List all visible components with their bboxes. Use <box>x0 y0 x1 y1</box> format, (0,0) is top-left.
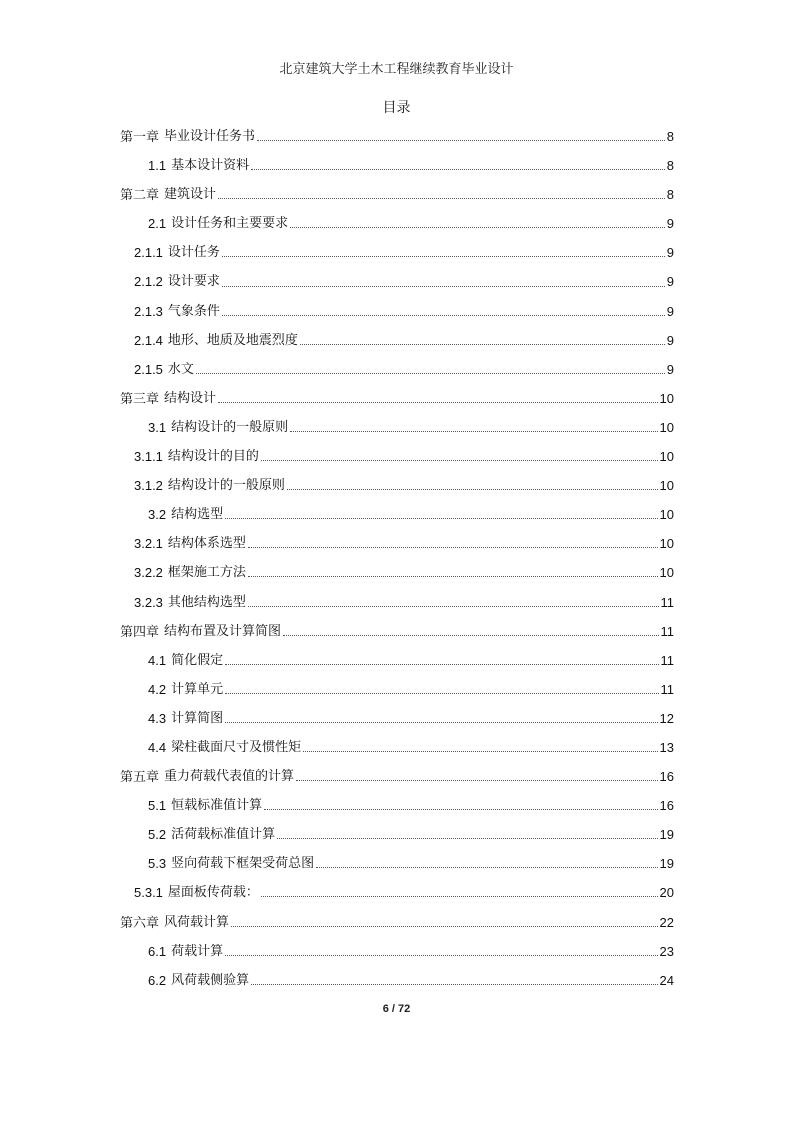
toc-entry-label: 计算简图 <box>171 710 224 726</box>
toc-entry-label: 结构设计 <box>164 390 217 406</box>
toc-dot-leader <box>218 198 665 199</box>
toc-entry-number: 第五章 <box>120 769 160 785</box>
toc-entry[interactable] <box>120 733 674 762</box>
toc-entry-page: 9 <box>666 303 674 319</box>
toc-entry-number: 6.2 <box>148 972 167 988</box>
toc-entry-label: 结构选型 <box>171 507 224 523</box>
toc-entry-label: 计算单元 <box>171 681 224 697</box>
toc-entry-number: 3.1.2 <box>134 478 163 494</box>
toc-entry-number: 3.2 <box>148 507 167 523</box>
toc-entry-page: 9 <box>666 332 674 348</box>
toc-entry-page: 16 <box>659 769 674 785</box>
toc-entry-page: 9 <box>666 245 674 261</box>
toc-dot-leader <box>296 780 658 781</box>
toc-entry-number: 第三章 <box>120 390 160 406</box>
toc-dot-leader <box>303 751 657 752</box>
toc-entry-label: 设计任务和主要要求 <box>171 216 289 232</box>
toc-entry-label: 设计任务 <box>167 245 220 261</box>
toc-entry[interactable] <box>120 878 674 907</box>
toc-entry[interactable] <box>120 500 674 529</box>
toc-entry-number: 4.2 <box>148 681 167 697</box>
toc-entry-label: 结构设计的一般原则 <box>167 478 285 494</box>
toc-entry-label: 建筑设计 <box>164 187 217 203</box>
toc-entry-number: 第四章 <box>120 623 160 639</box>
toc-entry-number: 3.2.2 <box>134 565 163 581</box>
toc-dot-leader <box>222 256 665 257</box>
toc-entry-number: 2.1.1 <box>134 245 163 261</box>
toc-entry-page: 10 <box>659 390 674 406</box>
toc-entry-number: 3.1.1 <box>134 449 163 465</box>
toc-entry-label: 毕业设计任务书 <box>164 129 256 144</box>
toc-entry[interactable] <box>120 122 674 151</box>
toc-entry-number: 1.1 <box>148 158 167 174</box>
toc-entry-page: 11 <box>660 652 674 668</box>
toc-entry-label: 结构设计的目的 <box>167 449 259 465</box>
toc-dot-leader <box>261 460 658 461</box>
toc-entry[interactable] <box>120 704 674 733</box>
toc-entry[interactable] <box>120 442 674 471</box>
toc-dot-leader <box>225 955 657 956</box>
toc-entry-number: 第一章 <box>120 129 160 144</box>
toc-dot-leader <box>251 984 657 985</box>
toc-entry[interactable] <box>120 471 674 500</box>
toc-entry-page: 20 <box>659 885 674 901</box>
running-header: 北京建筑大学土木工程继续教育毕业设计 <box>279 62 514 77</box>
toc-entry-number: 2.1.5 <box>134 361 163 377</box>
toc-entry-label: 气象条件 <box>167 303 220 319</box>
toc-entry[interactable] <box>120 151 674 180</box>
toc-dot-leader <box>248 576 658 577</box>
toc-entry-page: 10 <box>659 536 674 552</box>
toc-dot-leader <box>248 547 658 548</box>
toc-entry[interactable] <box>120 675 674 704</box>
toc-entry-label: 结构布置及计算简图 <box>164 623 282 639</box>
toc-dot-leader <box>218 402 658 403</box>
toc-dot-leader <box>222 286 665 287</box>
toc-entry-number: 5.3.1 <box>134 885 163 901</box>
toc-entry[interactable] <box>120 937 674 966</box>
toc-entry-label: 框架施工方法 <box>167 565 246 581</box>
toc-entry[interactable] <box>120 355 674 384</box>
toc-entry[interactable] <box>120 558 674 587</box>
toc-dot-leader <box>261 896 658 897</box>
page-number: 6 / 72 <box>382 1003 411 1015</box>
toc-entry-page: 19 <box>659 856 674 872</box>
toc-entry[interactable] <box>120 180 674 209</box>
toc-dot-leader <box>251 169 665 170</box>
toc-entry-page: 11 <box>660 594 674 610</box>
toc-entry-number: 4.1 <box>148 652 167 668</box>
toc-entry-page: 10 <box>659 449 674 465</box>
toc-entry[interactable] <box>120 529 674 558</box>
toc-dot-leader <box>283 635 658 636</box>
toc-entry-label: 水文 <box>167 361 194 377</box>
toc-entry-page: 10 <box>659 507 674 523</box>
toc-dot-leader <box>231 926 658 927</box>
toc-entry-page: 10 <box>659 565 674 581</box>
toc-entry[interactable] <box>120 267 674 296</box>
toc-entry-number: 4.4 <box>148 739 167 755</box>
toc-entry-page: 8 <box>666 187 674 203</box>
toc-dot-leader <box>290 227 665 228</box>
toc-entry-page: 22 <box>659 914 674 930</box>
toc-entry-number: 2.1 <box>148 216 167 232</box>
toc-entry-label: 梁柱截面尺寸及惯性矩 <box>171 739 302 755</box>
table-of-contents <box>120 122 674 995</box>
toc-entry-label: 风荷载侧验算 <box>171 972 250 988</box>
toc-dot-leader <box>290 431 657 432</box>
toc-dot-leader <box>300 344 665 345</box>
toc-entry-label: 简化假定 <box>171 652 224 668</box>
toc-entry-number: 2.1.2 <box>134 274 163 290</box>
toc-entry-page: 23 <box>659 943 674 959</box>
toc-entry-number: 第六章 <box>120 914 160 930</box>
toc-entry-label: 设计要求 <box>167 274 220 290</box>
toc-entry-page: 19 <box>659 827 674 843</box>
toc-entry-page: 11 <box>660 681 674 697</box>
toc-entry-page: 24 <box>659 972 674 988</box>
toc-entry[interactable] <box>120 588 674 617</box>
toc-entry-label: 基本设计资料 <box>171 158 250 174</box>
toc-entry[interactable] <box>120 238 674 267</box>
toc-entry-number: 第二章 <box>120 187 160 203</box>
toc-entry-label: 结构设计的一般原则 <box>171 419 289 435</box>
toc-dot-leader <box>287 489 658 490</box>
toc-entry-label: 屋面板传荷载： <box>167 885 259 901</box>
toc-entry-label: 地形、地质及地震烈度 <box>167 332 298 348</box>
toc-entry-number: 5.2 <box>148 827 167 843</box>
toc-entry-page: 12 <box>659 710 674 726</box>
toc-entry-page: 9 <box>666 216 674 232</box>
toc-entry-number: 5.3 <box>148 856 167 872</box>
toc-entry-page: 13 <box>659 739 674 755</box>
toc-dot-leader <box>316 867 657 868</box>
toc-entry[interactable] <box>120 762 674 791</box>
toc-dot-leader <box>222 315 665 316</box>
toc-entry[interactable] <box>120 297 674 326</box>
toc-dot-leader <box>225 693 658 694</box>
toc-dot-leader <box>257 140 665 141</box>
toc-entry-page: 8 <box>666 158 674 174</box>
toc-entry-label: 重力荷载代表值的计算 <box>164 769 295 785</box>
toc-dot-leader <box>225 664 658 665</box>
toc-entry[interactable] <box>120 209 674 238</box>
toc-dot-leader <box>277 838 657 839</box>
toc-entry-number: 6.1 <box>148 943 167 959</box>
toc-entry-number: 3.2.1 <box>134 536 163 552</box>
toc-entry[interactable] <box>120 966 674 995</box>
toc-entry[interactable] <box>120 820 674 849</box>
toc-entry-page: 10 <box>659 478 674 494</box>
toc-entry-number: 2.1.3 <box>134 303 163 319</box>
toc-entry-label: 竖向荷载下框架受荷总图 <box>171 856 315 872</box>
toc-entry-label: 结构体系选型 <box>167 536 246 552</box>
toc-entry[interactable] <box>120 384 674 413</box>
toc-entry[interactable] <box>120 617 674 646</box>
toc-entry[interactable] <box>120 413 674 442</box>
toc-entry[interactable] <box>120 849 674 878</box>
toc-entry-number: 3.1 <box>148 419 167 435</box>
toc-dot-leader <box>225 722 657 723</box>
toc-entry-number: 4.3 <box>148 710 167 726</box>
toc-entry-label: 其他结构选型 <box>167 594 246 610</box>
toc-entry-page: 8 <box>666 129 674 144</box>
toc-entry-page: 11 <box>660 623 674 639</box>
toc-entry-label: 荷载计算 <box>171 943 224 959</box>
toc-entry-page: 10 <box>659 419 674 435</box>
toc-entry-page: 9 <box>666 274 674 290</box>
toc-title: 目录 <box>382 100 411 116</box>
toc-entry[interactable] <box>120 326 674 355</box>
toc-entry-page: 9 <box>666 361 674 377</box>
toc-entry-number: 2.1.4 <box>134 332 163 348</box>
toc-entry[interactable] <box>120 646 674 675</box>
toc-entry-number: 5.1 <box>148 798 167 814</box>
toc-entry-label: 恒载标准值计算 <box>171 798 263 814</box>
toc-entry[interactable] <box>120 791 674 820</box>
toc-entry[interactable] <box>120 908 674 937</box>
toc-entry-label: 风荷载计算 <box>164 914 230 930</box>
toc-entry-label: 活荷载标准值计算 <box>171 827 276 843</box>
toc-dot-leader <box>225 518 657 519</box>
toc-dot-leader <box>196 373 665 374</box>
toc-entry-number: 3.2.3 <box>134 594 163 610</box>
toc-dot-leader <box>264 809 657 810</box>
toc-entry-page: 16 <box>659 798 674 814</box>
toc-dot-leader <box>248 606 659 607</box>
